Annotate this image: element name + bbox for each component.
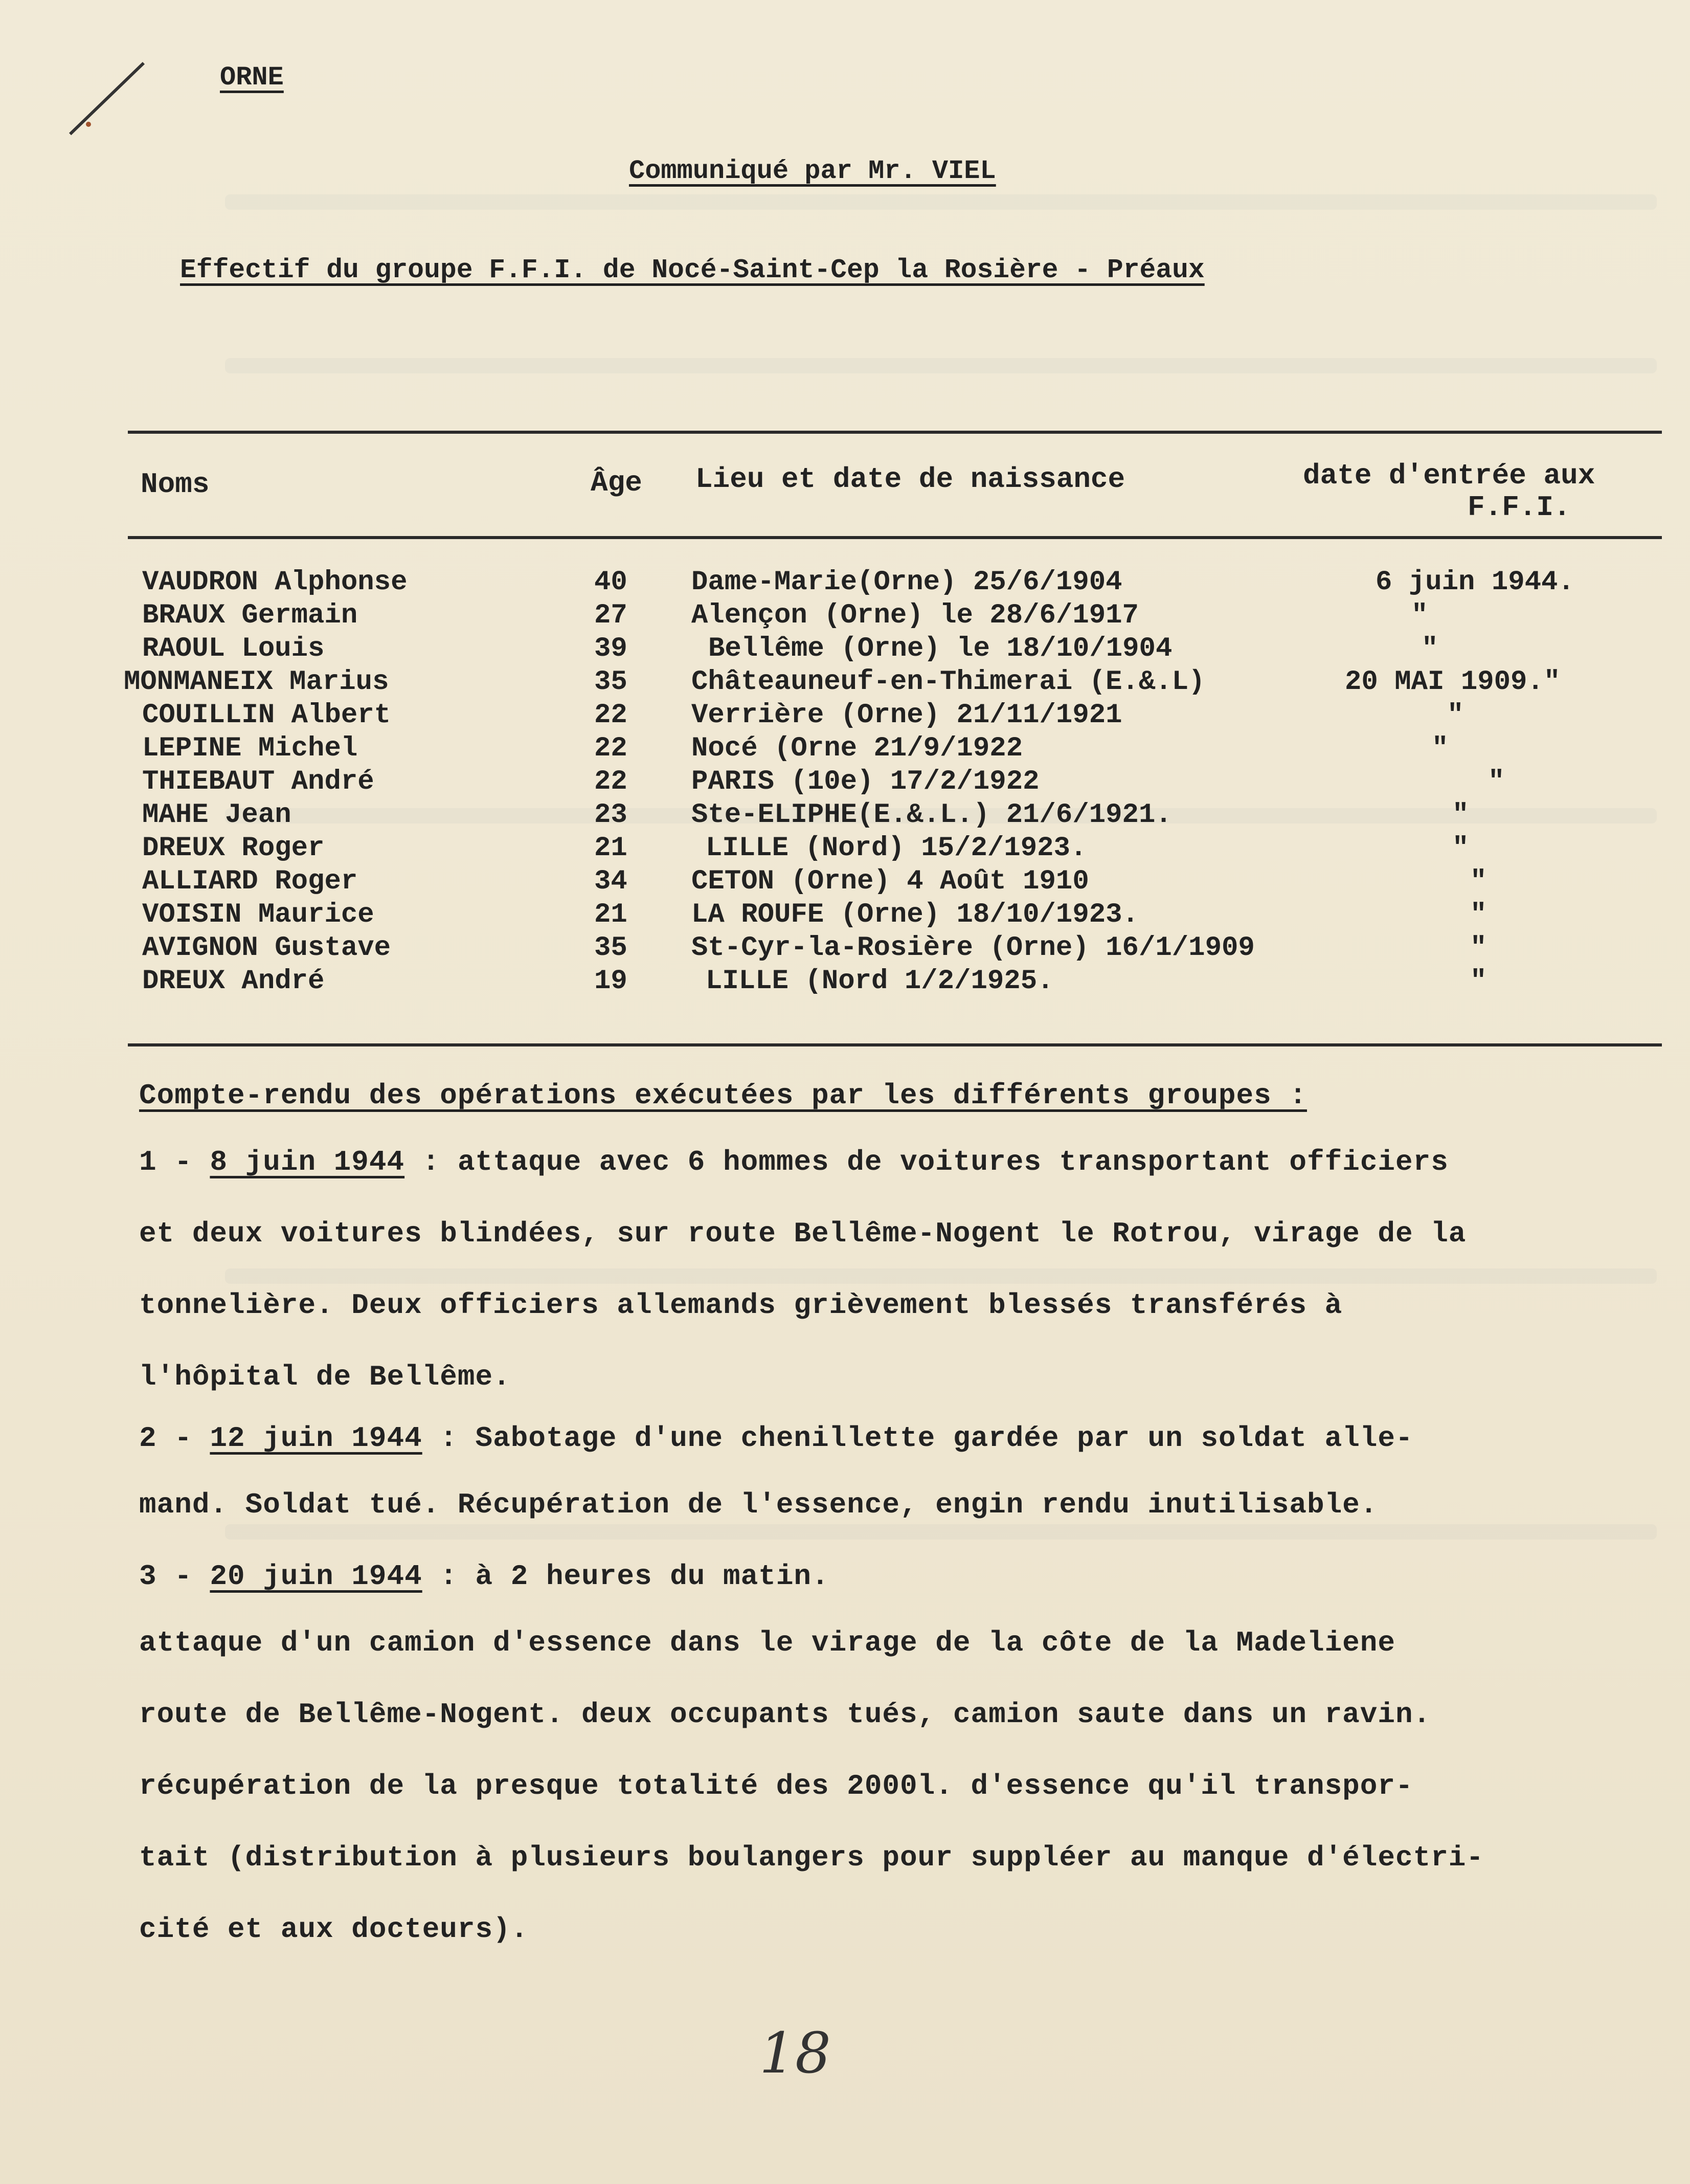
row-birthplace-date: LILLE (Nord 1/2/1925. bbox=[706, 966, 1054, 997]
row-entry-date: " bbox=[1452, 799, 1469, 831]
operation-date: 8 juin 1944 bbox=[210, 1146, 405, 1178]
operation-text: cité et aux docteurs). bbox=[139, 1913, 529, 1946]
operation-text: Sabotage d'une chenillette gardée par un soldat alle- bbox=[475, 1422, 1413, 1455]
operation-date-sep: : bbox=[422, 1560, 458, 1593]
row-name: VOISIN Maurice bbox=[142, 899, 374, 930]
row-name: AVIGNON Gustave bbox=[142, 932, 391, 964]
row-entry-date: " bbox=[1432, 733, 1449, 764]
operation-2-line bbox=[139, 1422, 1413, 1455]
ink-dot bbox=[86, 122, 91, 127]
row-age: 34 bbox=[594, 866, 627, 897]
row-age: 39 bbox=[594, 633, 627, 664]
row-entry-date: " bbox=[1447, 700, 1464, 731]
row-birthplace-date: Bellême (Orne) le 18/10/1904 bbox=[708, 633, 1173, 664]
operation-text: et deux voitures blindées, sur route Bellême-Nogent le Rotrou, virage de la bbox=[139, 1217, 1467, 1250]
bleed-through bbox=[225, 1268, 1657, 1284]
row-age: 40 bbox=[594, 567, 627, 598]
row-entry-date: 20 MAI 1909." bbox=[1345, 666, 1561, 698]
operation-date: 20 juin 1944 bbox=[210, 1560, 422, 1593]
operation-text: tonnelière. Deux officiers allemands grièvement blessés transférés à bbox=[139, 1289, 1343, 1322]
row-name: THIEBAUT André bbox=[142, 766, 374, 797]
row-name: ALLIARD Roger bbox=[142, 866, 358, 897]
page-number: 18 bbox=[759, 2020, 831, 2086]
row-entry-date: " bbox=[1452, 833, 1469, 864]
row-name: VAUDRON Alphonse bbox=[142, 567, 408, 598]
col-header-name: Noms bbox=[141, 468, 210, 501]
row-birthplace-date: LA ROUFE (Orne) 18/10/1923. bbox=[691, 899, 1139, 930]
communicated-by: Communiqué par Mr. VIEL bbox=[629, 156, 996, 186]
col-header-entry-ffi: F.F.I. bbox=[1468, 491, 1571, 524]
row-entry-date: " bbox=[1488, 766, 1505, 797]
row-birthplace-date: PARIS (10e) 17/2/1922 bbox=[691, 766, 1040, 797]
document-subtitle: Effectif du groupe F.F.I. de Nocé-Saint-Cep la Rosière - Préaux bbox=[180, 255, 1205, 285]
row-birthplace-date: St-Cyr-la-Rosière (Orne) 16/1/1909 bbox=[691, 932, 1255, 964]
operation-number: 3 - bbox=[139, 1560, 192, 1593]
row-age: 23 bbox=[594, 799, 627, 831]
operation-3-line bbox=[139, 1560, 829, 1593]
row-name: DREUX André bbox=[142, 966, 325, 997]
row-name: MAHE Jean bbox=[142, 799, 291, 831]
operation-date: 12 juin 1944 bbox=[210, 1422, 422, 1455]
row-entry-date: 6 juin 1944. bbox=[1376, 567, 1574, 598]
row-birthplace-date: Alençon (Orne) le 28/6/1917 bbox=[691, 600, 1139, 631]
bleed-through bbox=[225, 194, 1657, 210]
bleed-through bbox=[225, 1524, 1657, 1540]
table-header-rule bbox=[128, 536, 1662, 539]
row-birthplace-date: Nocé (Orne 21/9/1922 bbox=[691, 733, 1023, 764]
operation-date-sep: : bbox=[422, 1422, 458, 1455]
operation-text: route de Bellême-Nogent. deux occupants tués, camion saute dans un ravin. bbox=[139, 1698, 1431, 1731]
row-name: BRAUX Germain bbox=[142, 600, 358, 631]
operation-text: attaque d'un camion d'essence dans le virage de la côte de la Madeliene bbox=[139, 1626, 1395, 1659]
row-entry-date: " bbox=[1470, 932, 1487, 964]
operation-number: 2 - bbox=[139, 1422, 192, 1455]
operation-1-line bbox=[139, 1146, 1449, 1178]
operation-number: 1 - bbox=[139, 1146, 192, 1178]
row-age: 35 bbox=[594, 932, 627, 964]
operation-text: récupération de la presque totalité des 2000l. d'essence qu'il transpor- bbox=[139, 1770, 1413, 1802]
row-name: DREUX Roger bbox=[142, 833, 325, 864]
col-header-birth: Lieu et date de naissance bbox=[695, 463, 1125, 496]
row-name: RAOUL Louis bbox=[142, 633, 325, 664]
row-age: 21 bbox=[594, 833, 627, 864]
row-birthplace-date: Ste-ELIPHE(E.&.L.) 21/6/1921. bbox=[691, 799, 1172, 831]
operation-text: mand. Soldat tué. Récupération de l'essence, engin rendu inutilisable. bbox=[139, 1488, 1378, 1521]
row-entry-date: " bbox=[1470, 966, 1487, 997]
operation-text: attaque avec 6 hommes de voitures transportant officiers bbox=[457, 1146, 1449, 1178]
row-name: LEPINE Michel bbox=[142, 733, 358, 764]
operations-heading: Compte-rendu des opérations exécutées par les différents groupes : bbox=[139, 1079, 1307, 1112]
table-bottom-rule bbox=[128, 1043, 1662, 1046]
row-age: 22 bbox=[594, 733, 627, 764]
row-entry-date: " bbox=[1470, 899, 1487, 930]
row-birthplace-date: CETON (Orne) 4 Août 1910 bbox=[691, 866, 1089, 897]
region-title: ORNE bbox=[220, 62, 284, 93]
row-name: MONMANEIX Marius bbox=[124, 666, 389, 698]
row-age: 19 bbox=[594, 966, 627, 997]
table-top-rule bbox=[128, 431, 1662, 434]
bleed-through bbox=[225, 358, 1657, 373]
row-entry-date: " bbox=[1422, 633, 1438, 664]
row-age: 22 bbox=[594, 700, 627, 731]
col-header-entry: date d'entrée aux bbox=[1303, 459, 1595, 492]
row-age: 21 bbox=[594, 899, 627, 930]
col-header-age: Âge bbox=[591, 466, 642, 499]
row-entry-date: " bbox=[1411, 600, 1428, 631]
row-entry-date: " bbox=[1470, 866, 1487, 897]
operation-text: tait (distribution à plusieurs boulangers pour suppléer au manque d'électri- bbox=[139, 1841, 1484, 1874]
row-age: 27 bbox=[594, 600, 627, 631]
pencil-mark bbox=[69, 62, 145, 135]
row-birthplace-date: LILLE (Nord) 15/2/1923. bbox=[706, 833, 1087, 864]
row-birthplace-date: Verrière (Orne) 21/11/1921 bbox=[691, 700, 1122, 731]
row-name: COUILLIN Albert bbox=[142, 700, 391, 731]
row-birthplace-date: Dame-Marie(Orne) 25/6/1904 bbox=[691, 567, 1122, 598]
row-age: 22 bbox=[594, 766, 627, 797]
row-age: 35 bbox=[594, 666, 627, 698]
operation-text: à 2 heures du matin. bbox=[475, 1560, 829, 1593]
operation-date-sep: : bbox=[404, 1146, 440, 1178]
operation-text: l'hôpital de Bellême. bbox=[139, 1361, 511, 1393]
row-birthplace-date: Châteauneuf-en-Thimerai (E.&.L) bbox=[691, 666, 1205, 698]
